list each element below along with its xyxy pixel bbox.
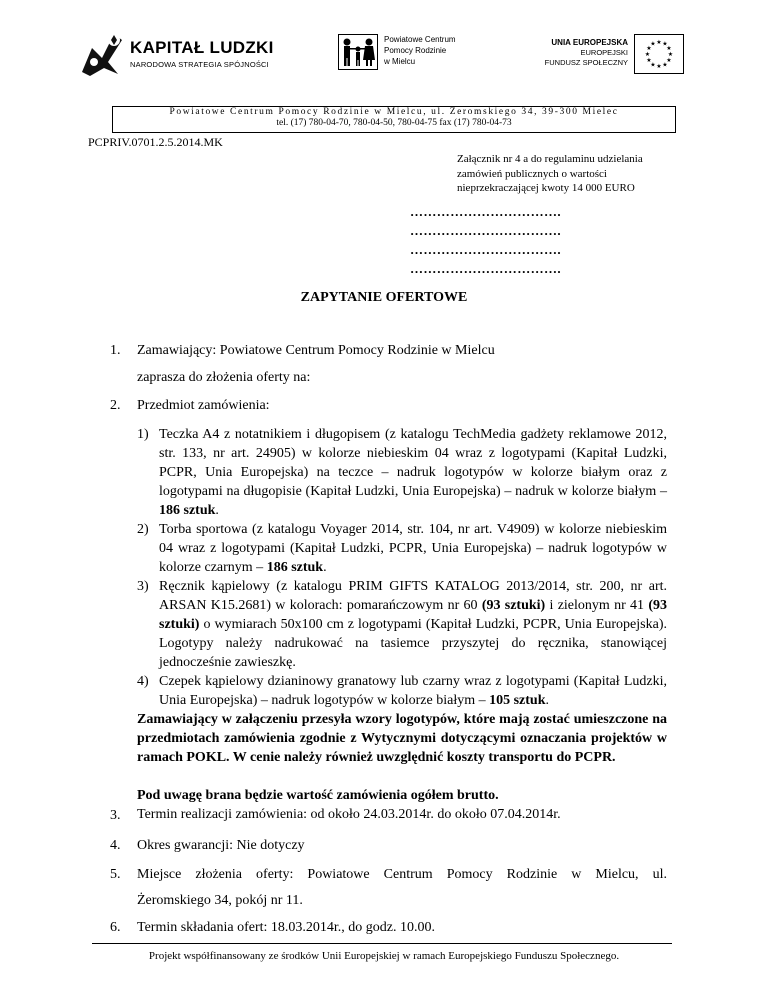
section-1-subtext: zaprasza do złożenia oferty na: <box>137 370 311 385</box>
list-item-quantity: 186 sztuk <box>159 503 216 518</box>
svg-text:★: ★ <box>662 61 668 69</box>
eu-logo-text <box>530 38 628 68</box>
list-item-text-end: . <box>545 693 549 708</box>
kapital-ludzki-logo <box>78 28 126 83</box>
pcpr-line2: Pomocy Rodzinie <box>384 46 447 55</box>
list-item-text-end: o wymiarach 50x100 cm z logotypami (Kapitał Ludzki, PCPR, Unia Europejska). Logotypy należy nadrukować na tasiemce przyszytej do ręcznika, stanowiącej jednocześnie zawieszkę. <box>159 617 667 670</box>
pcpr-line3: w Mielcu <box>384 57 416 66</box>
section-4-number: 4. <box>110 838 121 853</box>
kapital-ludzki-title: KAPITAŁ LUDZKI <box>130 38 274 57</box>
section-5-text-continued: Żeromskiego 34, pokój nr 11. <box>137 893 303 908</box>
svg-text:★: ★ <box>666 57 672 64</box>
section-1-number: 1. <box>110 343 121 358</box>
bold-note: Zamawiający w załączeniu przesyła wzory logotypów, które mają zostać umieszczone na przedmiotach zamówienia zgodnie z Wytycznymi dotyczącymi oznaczania projektów w ramach POKL. W cenie należy również uwzględnić koszty transportu do PCPR. <box>137 712 667 765</box>
pcpr-logo <box>338 34 378 75</box>
svg-text:★: ★ <box>650 40 656 48</box>
svg-text:★: ★ <box>666 45 672 52</box>
list-item-number: 1) <box>137 427 149 442</box>
eu-line1: UNIA EUROPEJSKA <box>551 38 628 47</box>
annex-note <box>457 152 727 196</box>
dotted-line: ……………………………. <box>410 223 562 238</box>
section-5-number: 5. <box>110 867 121 882</box>
list-item-quantity: 105 sztuk <box>489 693 546 708</box>
eu-line2: EUROPEJSKI <box>580 48 628 57</box>
list-item-text-mid: i zielonym nr 41 <box>545 598 649 613</box>
list-item-text-end: . <box>215 503 219 518</box>
eu-stars-icon <box>634 34 684 74</box>
list-item <box>137 425 667 520</box>
svg-text:★: ★ <box>656 39 662 46</box>
svg-text:★: ★ <box>656 63 662 70</box>
list-item-text: Teczka A4 z notatnikiem i długopisem (z katalogu TechMedia gadżety reklamowe 2012, str. 133, nr art. 24905) w kolorze niebieskim 04 wraz z logotypami (Kapitał Ludzki, PCPR, Unia Europejska) na teczce – nadruk logotypów w kolorze białym oraz z logotypami na długopisie (Kapitał Ludzki, Unia Europejska) – nadruk w kolorze białym – <box>159 427 667 499</box>
pcpr-line1: Powiatowe Centrum <box>384 35 456 44</box>
svg-text:★: ★ <box>662 40 668 48</box>
annex-line2: zamówień publicznych o wartości <box>457 167 607 180</box>
dotted-line: ……………………………. <box>410 261 562 276</box>
section-5-text: Miejsce złożenia oferty: Powiatowe Centrum Pomocy Rodzinie w Mielcu, ul. <box>137 867 667 882</box>
svg-text:★: ★ <box>650 61 656 69</box>
list-item-number: 4) <box>137 674 149 689</box>
svg-text:★: ★ <box>644 51 651 58</box>
annex-line1: Załącznik nr 4 a do regulaminu udzielania <box>457 153 643 165</box>
list-item-quantity: 186 sztuk <box>266 560 324 575</box>
dotted-line: ……………………………. <box>410 242 562 257</box>
annex-line3: nieprzekraczającej kwoty 14 000 EURO <box>457 182 635 194</box>
family-icon <box>338 34 378 70</box>
footer-text: Projekt współfinansowany ze środków Unii Europejskiej w ramach Europejskiego Funduszu Społecznego. <box>148 950 620 962</box>
svg-text:★: ★ <box>646 45 652 52</box>
list-item-quantity: (93 sztuki) <box>481 598 546 613</box>
list-item-text: Czepek kąpielowy dzianinowy granatowy lub czarny wraz z logotypami (Kapitał Ludzki, Unia Europejska) – nadruk logotypów w kolorze białym – <box>159 674 667 708</box>
address-box <box>112 106 676 133</box>
address-line-2: tel. (17) 780-04-70, 780-04-50, 780-04-75 fax (17) 780-04-73 <box>276 118 512 128</box>
kapital-ludzki-subtitle: NARODOWA STRATEGIA SPÓJNOŚCI <box>130 60 269 69</box>
bold-note-2: Pod uwagę brana będzie wartość zamówienia ogółem brutto. <box>137 788 499 803</box>
list-item-text: Torba sportowa (z katalogu Voyager 2014, str. 104, nr art. V4909) w kolorze niebieskim 04 wraz z logotypami (Kapitał Ludzki, PCPR, Unia Europejska) – nadruk logotypów w kolorze czarnym – <box>159 522 667 575</box>
list-item <box>137 672 667 710</box>
list-item <box>137 520 667 577</box>
reference-number: PCPRIV.0701.2.5.2014.MK <box>88 135 223 149</box>
list-item <box>137 577 667 672</box>
list-item-text-end: . <box>323 560 327 575</box>
section-3-number: 3. <box>110 808 121 823</box>
section-6-text: Termin składania ofert: 18.03.2014r., do godz. 10.00. <box>137 920 436 935</box>
section-1-text: Zamawiający: Powiatowe Centrum Pomocy Rodzinie w Mielcu <box>137 343 495 358</box>
pcpr-logo-text <box>384 34 456 67</box>
list-item-number: 3) <box>137 579 149 594</box>
eu-line3: FUNDUSZ SPOŁECZNY <box>544 58 628 67</box>
kapital-ludzki-star-icon <box>78 28 126 78</box>
dotted-line: ……………………………. <box>410 204 562 219</box>
svg-text:★: ★ <box>646 57 652 64</box>
section-2-number: 2. <box>110 398 121 413</box>
footer-divider <box>92 943 672 944</box>
list-item-number: 2) <box>137 522 149 537</box>
list-item-quantity: (93 sztuki) <box>159 598 667 632</box>
eu-flag <box>634 34 684 79</box>
svg-text:★: ★ <box>667 51 674 58</box>
section-2-text: Przedmiot zamówienia: <box>137 398 270 413</box>
document-title: ZAPYTANIE OFERTOWE <box>300 290 468 305</box>
address-line-1: Powiatowe Centrum Pomocy Rodzinie w Mielcu, ul. Żeromskiego 34, 39-300 Mielec <box>169 107 619 117</box>
section-6-number: 6. <box>110 920 121 935</box>
section-3-text: Termin realizacji zamówienia: od około 24.03.2014r. do około 07.04.2014r. <box>137 807 561 822</box>
list-item-text: Ręcznik kąpielowy (z katalogu PRIM GIFTS KATALOG 2013/2014, str. 200, nr art. ARSAN K15.2681) w kolorach: pomarańczowym nr 60 <box>159 579 667 613</box>
section-4-text: Okres gwarancji: Nie dotyczy <box>137 838 305 853</box>
